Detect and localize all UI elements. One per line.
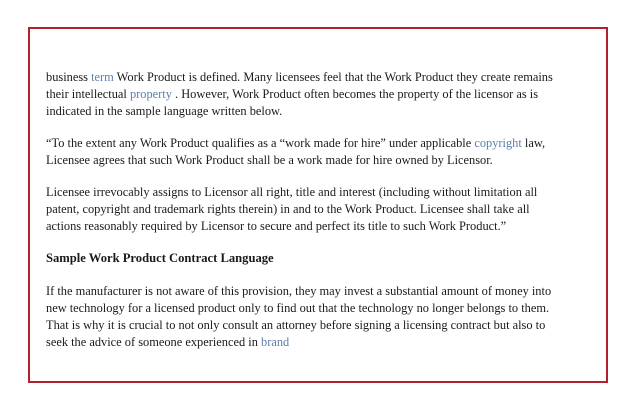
text-run: business (46, 70, 92, 84)
text-run: law, Licensee agrees that such Work Product shall be a work made for hire owned by Licensor. (46, 136, 546, 167)
link-brand[interactable]: brand (261, 335, 290, 349)
paragraph-manufacturer-advice (46, 283, 566, 351)
paragraph-assignment: Licensee irrevocably assigns to Licensor all right, title and interest (including without limitation all patent, copyright and trademark rights therein) in and to the Work Product. Licensee shall take all actions reasonably required by Licensor to secure and perfect its title to such Work Product.” (46, 185, 538, 233)
text-run: If the manufacturer is not aware of this provision, they may invest a substantial amount of money into new technology for a licensed product only to find out that the technology no longer belongs to them. That is why it is crucial to not only consult an attorney before signing a licensing contract but also to seek the advice of someone experienced in (46, 284, 552, 349)
paragraph-work-product-definition (46, 69, 566, 120)
document-body (46, 69, 566, 351)
text-run: “To the extent any Work Product qualifies as a “work made for hire” under applicable (46, 136, 475, 150)
link-property[interactable]: property (129, 87, 172, 101)
text-run: Work Product is defined. Many licensees feel that the Work Product they create remains their intellectual (46, 70, 553, 101)
link-copyright[interactable]: copyright (474, 136, 522, 150)
text-run: . However, Work Product often becomes the property of the licensor as is indicated in the sample language written below. (46, 87, 539, 118)
paragraph-work-made-for-hire (46, 135, 566, 169)
link-term[interactable]: term (91, 70, 114, 84)
section-heading: Sample Work Product Contract Language (46, 251, 274, 265)
